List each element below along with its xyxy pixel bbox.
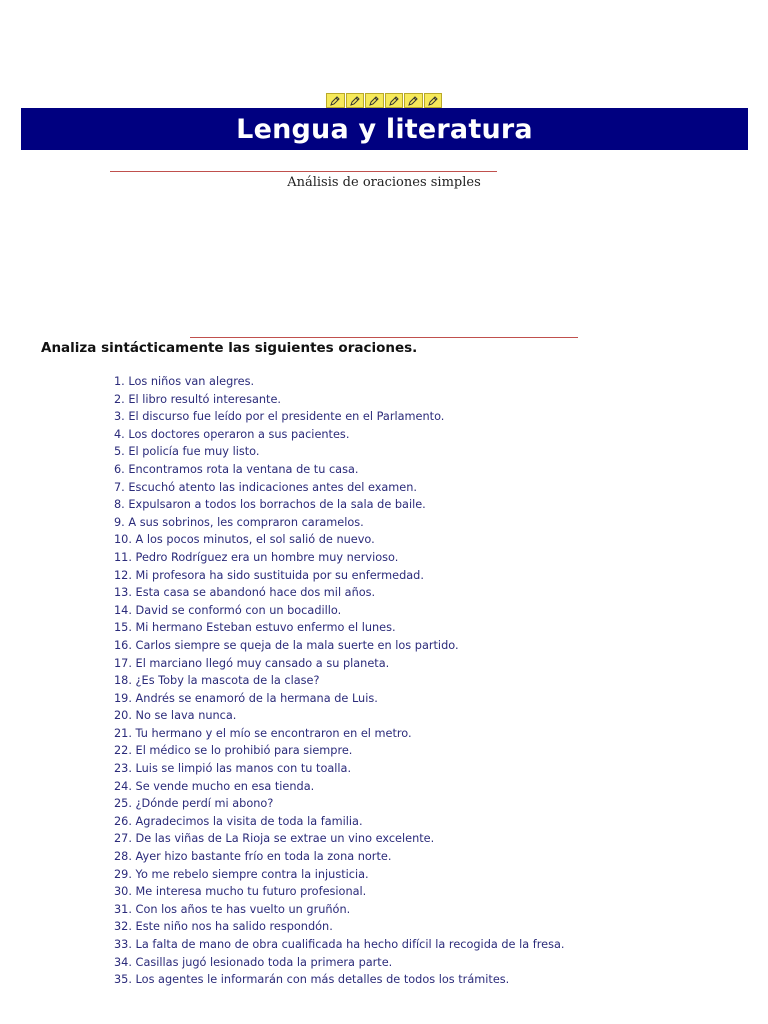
pencil-icon	[326, 93, 345, 108]
divider-top	[110, 171, 497, 172]
list-item: 18. ¿Es Toby la mascota de la clase?	[114, 674, 320, 688]
subtitle-row	[0, 175, 768, 190]
list-item: 26. Agradecimos la visita de toda la familia.	[114, 814, 363, 828]
pencil-icon	[385, 93, 404, 108]
list-item: 25. ¿Dónde perdí mi abono?	[114, 797, 274, 811]
list-item: 6. Encontramos rota la ventana de tu casa.	[114, 462, 359, 476]
list-item: 19. Andrés se enamoró de la hermana de Luis.	[114, 691, 378, 705]
list-item: 30. Me interesa mucho tu futuro profesional.	[114, 885, 367, 899]
subtitle: Análisis de oraciones simples	[287, 175, 481, 190]
divider-middle	[190, 337, 578, 338]
list-item: 28. Ayer hizo bastante frío en toda la zona norte.	[114, 850, 392, 864]
list-item: 35. Los agentes le informarán con más detalles de todos los trámites.	[114, 973, 510, 987]
list-item: 2. El libro resultó interesante.	[114, 392, 282, 406]
list-item: 32. Este niño nos ha salido respondón.	[114, 920, 333, 934]
list-item: 23. Luis se limpió las manos con tu toalla.	[114, 762, 352, 776]
title-banner	[21, 108, 748, 150]
list-item: 17. El marciano llegó muy cansado a su planeta.	[114, 656, 390, 670]
list-item: 11. Pedro Rodríguez era un hombre muy nervioso.	[114, 550, 399, 564]
pencil-icon	[365, 93, 384, 108]
list-item: 3. El discurso fue leído por el presidente en el Parlamento.	[114, 410, 445, 424]
pencil-icon	[404, 93, 423, 108]
list-item: 22. El médico se lo prohibió para siempre.	[114, 744, 353, 758]
icon-strip	[326, 93, 442, 108]
list-item: 27. De las viñas de La Rioja se extrae un vino excelente.	[114, 832, 435, 846]
sentence-list	[114, 373, 564, 989]
list-item: 31. Con los años te has vuelto un gruñón.	[114, 902, 351, 916]
pencil-icon	[346, 93, 365, 108]
list-item: 14. David se conformó con un bocadillo.	[114, 603, 342, 617]
list-item: 1. Los niños van alegres.	[114, 375, 255, 388]
list-item: 34. Casillas jugó lesionado toda la primera parte.	[114, 955, 393, 969]
list-item: 21. Tu hermano y el mío se encontraron en el metro.	[114, 726, 412, 740]
list-item: 5. El policía fue muy listo.	[114, 445, 260, 459]
list-item: 4. Los doctores operaron a sus pacientes.	[114, 427, 350, 441]
pencil-icon	[424, 93, 443, 108]
list-item: 13. Esta casa se abandonó hace dos mil años.	[114, 586, 376, 600]
list-item: 15. Mi hermano Esteban estuvo enfermo el lunes.	[114, 621, 396, 635]
list-item: 24. Se vende mucho en esa tienda.	[114, 779, 315, 793]
list-item: 20. No se lava nunca.	[114, 709, 237, 723]
page-title: Lengua y literatura	[236, 113, 533, 145]
list-item: 9. A sus sobrinos, les compraron caramelos.	[114, 515, 364, 529]
list-item: 16. Carlos siempre se queja de la mala suerte en los partido.	[114, 638, 459, 652]
list-item: 7. Escuchó atento las indicaciones antes del examen.	[114, 480, 418, 494]
instruction-heading: Analiza sintácticamente las siguientes oraciones.	[41, 340, 418, 356]
list-item: 29. Yo me rebelo siempre contra la injusticia.	[114, 867, 369, 881]
list-item: 10. A los pocos minutos, el sol salió de nuevo.	[114, 533, 375, 547]
list-item: 12. Mi profesora ha sido sustituida por su enfermedad.	[114, 568, 424, 582]
list-item: 8. Expulsaron a todos los borrachos de la sala de baile.	[114, 498, 426, 512]
list-item: 33. La falta de mano de obra cualificada ha hecho difícil la recogida de la fresa.	[114, 938, 565, 951]
